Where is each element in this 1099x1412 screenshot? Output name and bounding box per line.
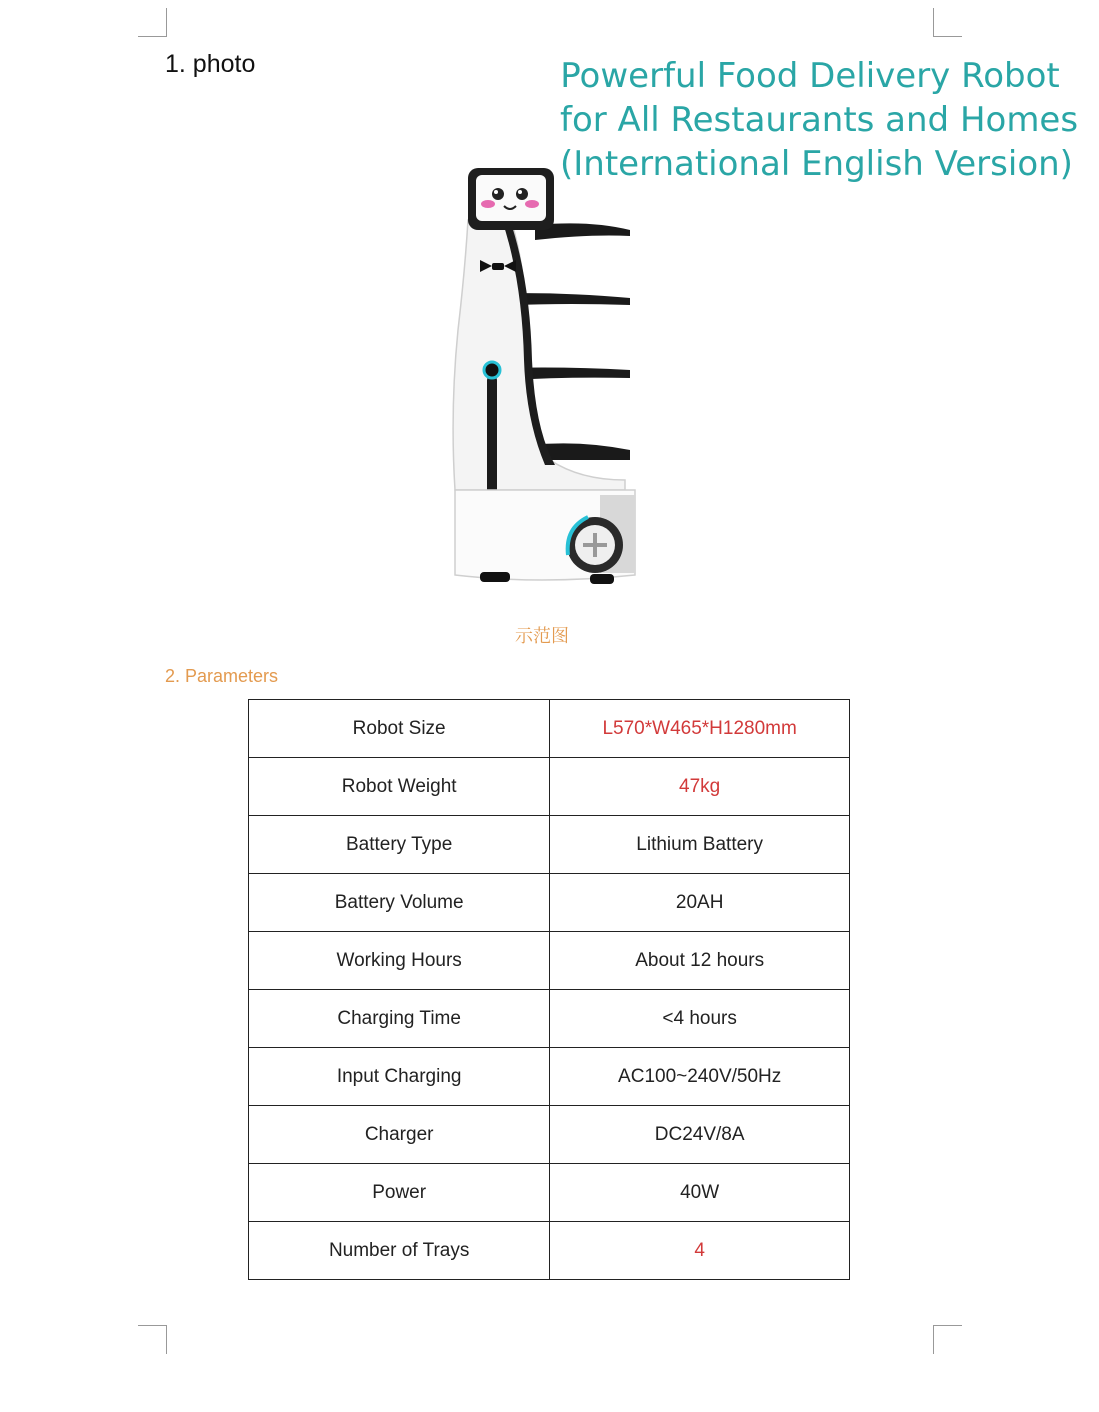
param-label: Input Charging bbox=[249, 1048, 550, 1106]
param-value: Lithium Battery bbox=[550, 816, 850, 874]
table-row bbox=[249, 1222, 850, 1280]
headline-line-2: for All Restaurants and Homes bbox=[560, 100, 1079, 140]
param-label: Charger bbox=[249, 1106, 550, 1164]
param-label: Charging Time bbox=[249, 990, 550, 1048]
table-row bbox=[249, 1164, 850, 1222]
table-row bbox=[249, 758, 850, 816]
table-row bbox=[249, 816, 850, 874]
table-row bbox=[249, 1106, 850, 1164]
parameters-table bbox=[248, 699, 850, 1280]
headline-line-3: (International English Version) bbox=[560, 144, 1073, 184]
photo-caption: 示范图 bbox=[515, 626, 569, 647]
robot-screen bbox=[468, 168, 554, 230]
robot-base bbox=[455, 490, 635, 584]
section-heading-photo: 1. photo bbox=[165, 50, 256, 78]
table-row bbox=[249, 700, 850, 758]
crop-mark-top-left bbox=[138, 8, 167, 37]
table-row bbox=[249, 874, 850, 932]
param-label: Number of Trays bbox=[249, 1222, 550, 1280]
param-value: <4 hours bbox=[550, 990, 850, 1048]
table-row bbox=[249, 990, 850, 1048]
param-label: Battery Type bbox=[249, 816, 550, 874]
headline-line-1: Powerful Food Delivery Robot bbox=[560, 56, 1060, 96]
param-value: AC100~240V/50Hz bbox=[550, 1048, 850, 1106]
param-value: About 12 hours bbox=[550, 932, 850, 990]
table-row bbox=[249, 932, 850, 990]
param-value: 20AH bbox=[550, 874, 850, 932]
param-label: Battery Volume bbox=[249, 874, 550, 932]
crop-mark-top-right bbox=[933, 8, 962, 37]
param-label: Robot Weight bbox=[249, 758, 550, 816]
param-label: Power bbox=[249, 1164, 550, 1222]
robot-image bbox=[440, 160, 650, 590]
param-value: 47kg bbox=[550, 758, 850, 816]
crop-mark-bottom-right bbox=[933, 1325, 962, 1354]
robot-button-icon bbox=[484, 362, 500, 378]
param-label: Robot Size bbox=[249, 700, 550, 758]
param-value: 4 bbox=[550, 1222, 850, 1280]
param-value: 40W bbox=[550, 1164, 850, 1222]
param-label: Working Hours bbox=[249, 932, 550, 990]
crop-mark-bottom-left bbox=[138, 1325, 167, 1354]
param-value: DC24V/8A bbox=[550, 1106, 850, 1164]
section-heading-parameters: 2. Parameters bbox=[165, 666, 279, 686]
param-value: L570*W465*H1280mm bbox=[550, 700, 850, 758]
table-row bbox=[249, 1048, 850, 1106]
